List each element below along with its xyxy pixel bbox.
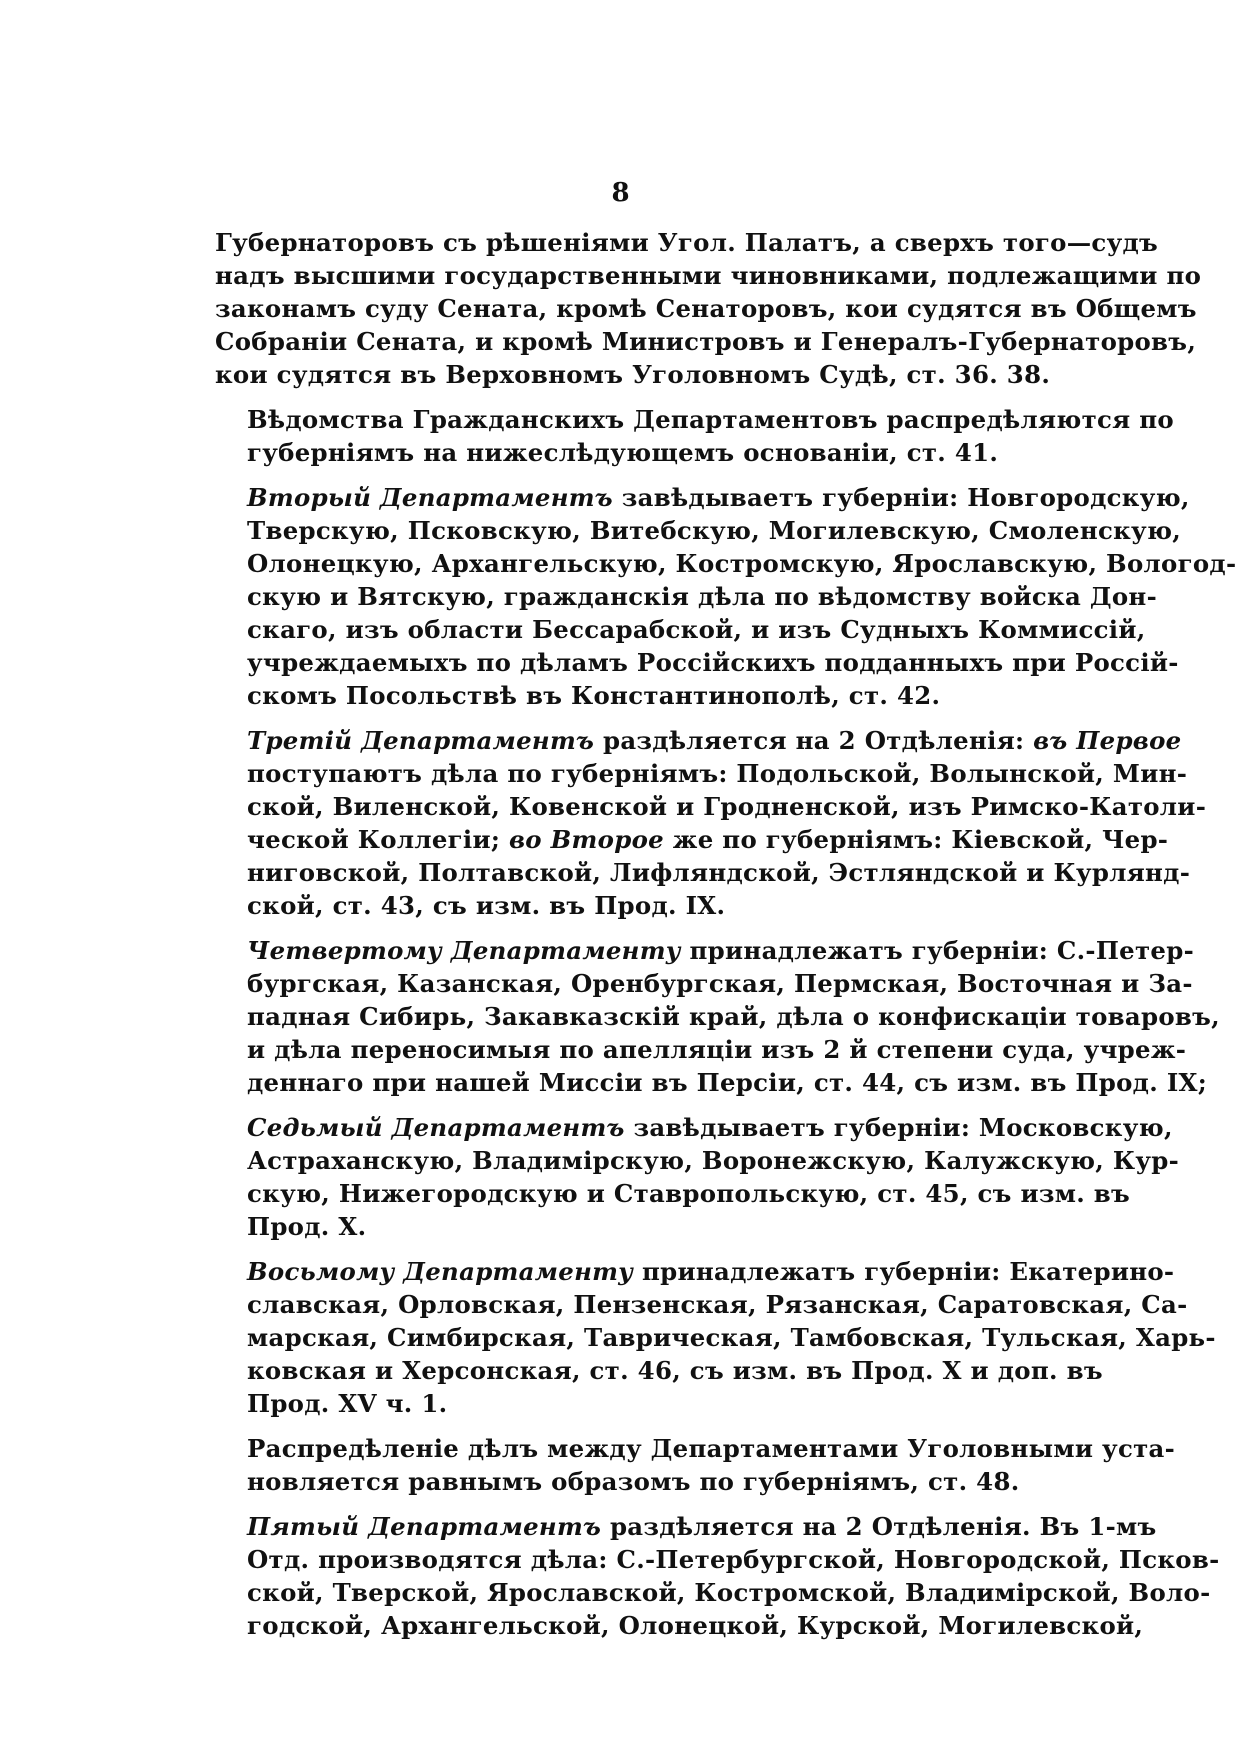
text-line: ской, Виленской, Ковенской и Гродненской, изъ Римско-Католи- (247, 792, 1207, 821)
text-line: ской, ст. 43, съ изм. въ Прод. IX. (247, 891, 726, 920)
text-line: падная Сибирь, Закавказскій край, дѣла о конфискаціи товаровъ, (247, 1002, 1220, 1031)
text-line: учреждаемыхъ по дѣламъ Россійскихъ подданныхъ при Россій- (247, 648, 1179, 677)
paragraph-second-department (215, 481, 1237, 712)
text-line: Губернаторовъ съ рѣшеніями Угол. Палатъ, а сверхъ того—судъ (215, 228, 1159, 257)
department-name: Четвертому Департаменту (247, 936, 681, 965)
text-line: губерніямъ на нижеслѣдующемъ основаніи, ст. 41. (247, 438, 999, 467)
paragraph-eighth-department (215, 1255, 1216, 1420)
text-line: надъ высшими государственными чиновниками, подлежащими по (215, 261, 1202, 290)
section-name: во Второе (508, 825, 664, 854)
department-name: Пятый Департаментъ (247, 1512, 602, 1541)
paragraph-civil-departments (215, 403, 1175, 469)
text-line: законамъ суду Сената, кромѣ Сенаторовъ, кои судятся въ Общемъ (215, 294, 1197, 323)
text-line: ниговской, Полтавской, Лифляндской, Эстляндской и Курлянд- (247, 858, 1191, 887)
department-name: Восьмому Департаменту (247, 1257, 634, 1286)
page-number: 8 (611, 178, 630, 208)
text-line: Астраханскую, Владимірскую, Воронежскую, Калужскую, Кур- (247, 1146, 1180, 1175)
text-line: славская, Орловская, Пензенская, Рязанская, Саратовская, Са- (247, 1290, 1188, 1319)
text-line (215, 1510, 1157, 1543)
text-line: ской, Тверской, Ярославской, Костромской, Владимірской, Воло- (247, 1578, 1211, 1607)
paragraph-continuation (215, 226, 1202, 391)
text-line: годской, Архангельской, Олонецкой, Курской, Могилевской, (247, 1611, 1144, 1640)
text-fragment: завѣдываетъ губерніи: Московскую, (624, 1113, 1173, 1142)
text-fragment: раздѣляется на 2 Отдѣленія. Въ 1-мъ (601, 1512, 1157, 1541)
text-line: Вѣдомства Гражданскихъ Департаментовъ распредѣляются по (247, 405, 1175, 434)
paragraph-third-department (215, 724, 1207, 922)
text-line: скаго, изъ области Бессарабской, и изъ Судныхъ Коммиссій, (247, 615, 1146, 644)
text-line: ковская и Херсонская, ст. 46, съ изм. въ Прод. X и доп. въ (247, 1356, 1103, 1385)
text-line: Собраніи Сената, и кромѣ Министровъ и Генералъ-Губернаторовъ, (215, 327, 1197, 356)
page-body (215, 226, 1237, 1654)
paragraph-seventh-department (215, 1111, 1180, 1243)
text-line: деннаго при нашей Миссіи въ Персіи, ст. 44, съ изм. въ Прод. IX; (247, 1068, 1208, 1097)
text-line: Прод. XV ч. 1. (247, 1389, 448, 1418)
text-fragment: раздѣляется на 2 Отдѣленія: (594, 726, 1034, 755)
section-name: въ Первое (1033, 726, 1182, 755)
text-line (215, 823, 1169, 856)
text-line (215, 1111, 1173, 1144)
paragraph-fifth-department (215, 1510, 1220, 1642)
text-fragment: ческой Коллегіи; (247, 825, 509, 854)
text-line (215, 724, 1182, 757)
text-fragment: принадлежатъ губерніи: С.-Петер- (680, 936, 1194, 965)
text-line: поступаютъ дѣла по губерніямъ: Подольской, Волынской, Мин- (247, 759, 1188, 788)
paragraph-fourth-department (215, 934, 1220, 1099)
text-line: Распредѣленіе дѣлъ между Департаментами Уголовными уста- (247, 1434, 1176, 1463)
department-name: Третій Департаментъ (247, 726, 595, 755)
text-fragment: принадлежатъ губерніи: Екатерино- (633, 1257, 1175, 1286)
text-fragment: же по губерніямъ: Кіевской, Чер- (663, 825, 1169, 854)
text-line: Прод. X. (247, 1212, 367, 1241)
text-line: бургская, Казанская, Оренбургская, Пермская, Восточная и За- (247, 969, 1193, 998)
text-line: новляется равнымъ образомъ по губерніямъ, ст. 48. (247, 1467, 1020, 1496)
text-fragment: завѣдываетъ губерніи: Новгородскую, (612, 483, 1190, 512)
text-line (215, 934, 1194, 967)
text-line: Олонецкую, Архангельскую, Костромскую, Ярославскую, Вологод- (247, 549, 1237, 578)
text-line: Тверскую, Псковскую, Витебскую, Могилевскую, Смоленскую, (247, 516, 1182, 545)
text-line: скомъ Посольствѣ въ Константинополѣ, ст. 42. (247, 681, 941, 710)
department-name: Вторый Департаментъ (247, 483, 613, 512)
text-line: марская, Симбирская, Таврическая, Тамбовская, Тульская, Харь- (247, 1323, 1216, 1352)
text-line: и дѣла переносимыя по апелляціи изъ 2 й степени суда, учреж- (247, 1035, 1187, 1064)
text-line: кои судятся въ Верховномъ Уголовномъ Судѣ, ст. 36. 38. (215, 360, 1051, 389)
department-name: Седьмый Департаментъ (247, 1113, 625, 1142)
text-line: скую и Вятскую, гражданскія дѣла по вѣдомству войска Дон- (247, 582, 1158, 611)
paragraph-criminal-departments (215, 1432, 1176, 1498)
text-line (215, 1255, 1175, 1288)
text-line: скую, Нижегородскую и Ставропольскую, ст. 45, съ изм. въ (247, 1179, 1131, 1208)
text-line: Отд. производятся дѣла: С.-Петербургской, Новгородской, Псков- (247, 1545, 1220, 1574)
text-line (215, 481, 1190, 514)
